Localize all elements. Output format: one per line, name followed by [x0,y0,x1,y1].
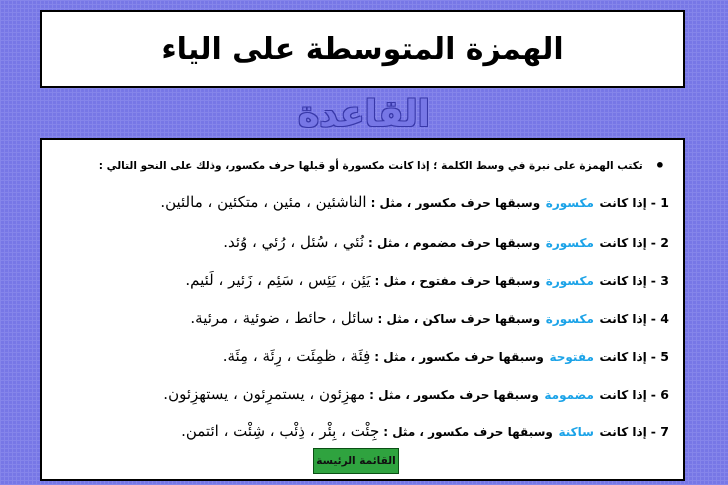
rule-condition-pre: إذا كانت [599,350,647,364]
rule-vowel: مضمومة [544,388,594,402]
rule-row-6 [163,384,669,403]
rule-condition-pre: إذا كانت [599,388,647,402]
rule-condition-pre: إذا كانت [599,312,647,326]
rule-examples: يَئِن ، يَئِس ، سَئِم ، زَئير ، لَئيم. [185,271,371,289]
rule-condition-post: وسبقها حرف مكسور ، مثل : [370,196,541,210]
rule-examples: نُئي ، سُئل ، رُئي ، وُئد. [223,233,364,251]
rule-condition-pre: إذا كانت [599,196,647,210]
rule-condition-pre: إذا كانت [599,236,647,250]
intro-text: تكتب الهمزة على نبرة في وسط الكلمة ؛ إذا كانت مكسورة أو قبلها حرف مكسور، وذلك على النحو التالي : [98,159,643,172]
rule-row-4 [190,308,669,327]
rule-condition-pre: إذا كانت [599,274,647,288]
rule-condition-post: وسبقها حرف مكسور ، مثل : [374,350,544,364]
bullet: • [654,156,665,175]
rule-row-3 [185,270,669,289]
rule-number: 3 - [650,273,669,288]
rule-condition-post: وسبقها حرف مفتوح ، مثل : [374,274,541,288]
rule-number: 7 - [650,424,669,439]
rule-row-1 [160,192,669,211]
rule-number: 1 - [650,195,669,210]
content-box [40,138,685,481]
rule-heading: القاعدة [298,94,430,135]
rule-condition-post: وسبقها حرف مضموم ، مثل : [368,236,541,250]
page-title: الهمزة المتوسطة على الياء [161,31,564,67]
rule-condition-post: وسبقها حرف ساكن ، مثل : [377,312,541,326]
rule-condition-pre: إذا كانت [599,425,647,439]
rule-condition-post: وسبقها حرف مكسور ، مثل : [369,388,539,402]
rule-examples: مهزِئون ، يستمرِئون ، يستهزِئون. [163,385,366,403]
rule-row-5 [223,346,669,365]
rule-vowel: مفتوحة [549,350,594,364]
rule-examples: فِئَة ، ظمِئَت ، رِئَة ، مِئَة. [222,347,371,365]
rule-row-7 [181,421,669,440]
rule-number: 5 - [650,349,669,364]
rule-examples: جِئْت ، بِئْر ، ذِئْب ، شِئْت ، ائتمن. [181,422,380,440]
rule-number: 2 - [650,235,669,250]
rule-vowel: مكسورة [545,196,594,210]
rule-examples: سائل ، حائط ، ضوئية ، مرئية. [190,309,374,327]
rule-vowel: ساكنة [558,425,594,439]
rule-vowel: مكسورة [545,274,594,288]
title-box [40,10,685,88]
rule-condition-post: وسبقها حرف مكسور ، مثل : [383,425,553,439]
rule-row-2 [223,232,669,251]
rule-examples: الناشئين ، مئين ، متكئين ، مالئين. [160,193,367,211]
rule-number: 4 - [650,311,669,326]
main-menu-button[interactable]: القائمة الرئيسة [313,448,399,474]
rule-number: 6 - [650,387,669,402]
intro-line [99,156,665,175]
rule-vowel: مكسورة [545,312,594,326]
rule-vowel: مكسورة [545,236,594,250]
